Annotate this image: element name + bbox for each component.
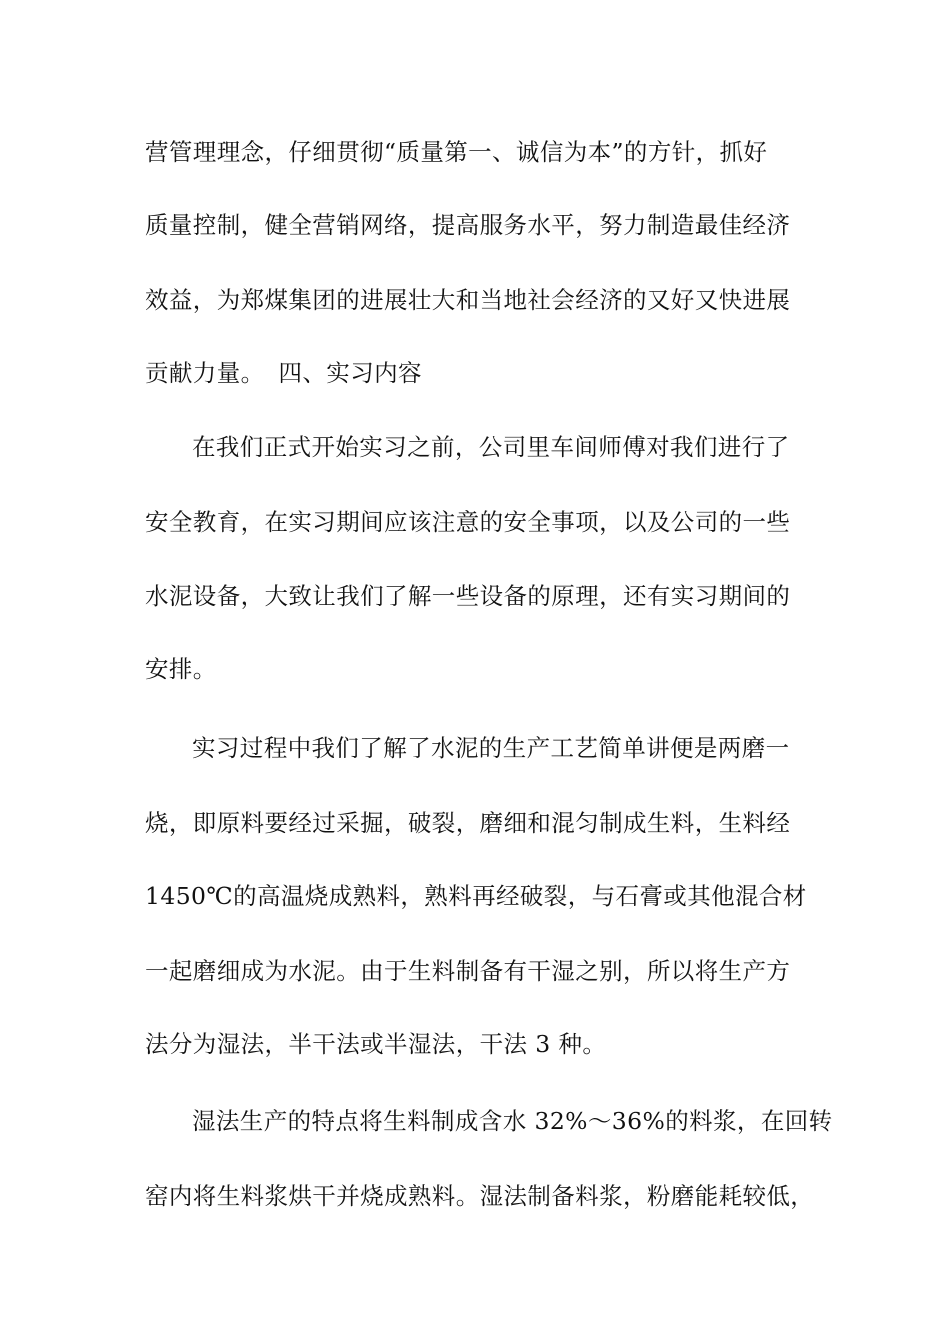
- section-heading: 四、实习内容: [278, 359, 422, 387]
- body-text-line-with-heading: [145, 358, 845, 388]
- body-text-line: 安排。: [145, 655, 217, 683]
- body-text-line: 窑内将生料浆烘干并烧成熟料。湿法制备料浆，粉磨能耗较低，: [145, 1182, 815, 1210]
- body-text-line: 质量控制，健全营销网络，提高服务水平，努力制造最佳经济: [145, 211, 791, 239]
- body-text-line: 水泥设备，大致让我们了解一些设备的原理，还有实习期间的: [145, 582, 791, 610]
- paragraph-first-line: 在我们正式开始实习之前，公司里车间师傅对我们进行了: [192, 433, 790, 461]
- body-text-line: 安全教育，在实习期间应该注意的安全事项，以及公司的一些: [145, 508, 791, 536]
- body-text-line: 营管理理念，仔细贯彻“质量第一、诚信为本”的方针，抓好: [145, 138, 768, 166]
- paragraph-first-line: 实习过程中我们了解了水泥的生产工艺简单讲便是两磨一: [192, 734, 790, 762]
- body-text-line: 效益，为郑煤集团的进展壮大和当地社会经济的又好又快进展: [145, 286, 791, 314]
- body-text-line: 烧，即原料要经过采掘，破裂，磨细和混匀制成生料，生料经: [145, 809, 791, 837]
- body-text-line: 1450℃的高温烧成熟料，熟料再经破裂，与石膏或其他混合材: [145, 882, 807, 910]
- body-text-line: 一起磨细成为水泥。由于生料制备有干湿之别，所以将生产方: [145, 957, 791, 985]
- body-text-line: 法分为湿法，半干法或半湿法，干法 3 种。: [145, 1030, 607, 1058]
- body-text-fragment: 贡献力量。: [145, 359, 265, 387]
- paragraph-first-line: 湿法生产的特点将生料制成含水 32%～36%的料浆，在回转: [192, 1107, 833, 1135]
